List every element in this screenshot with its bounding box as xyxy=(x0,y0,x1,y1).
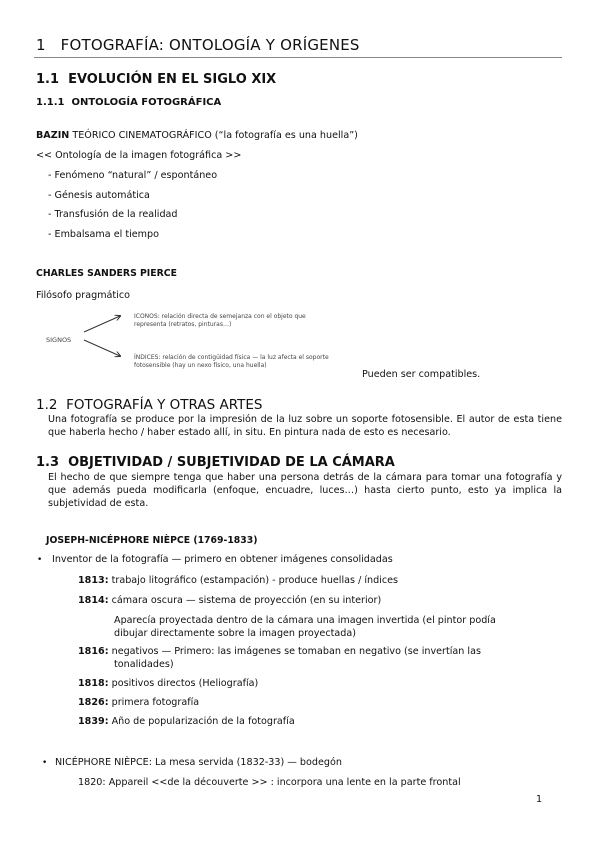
section-number: 1.3 xyxy=(36,455,60,470)
section-title: FOTOGRAFÍA Y OTRAS ARTES xyxy=(66,397,263,413)
timeline-year: 1816: xyxy=(78,646,109,657)
section-1-1-heading xyxy=(36,72,276,87)
timeline-row xyxy=(78,678,258,689)
pierce-name: CHARLES SANDERS PIERCE xyxy=(36,268,177,279)
section-1-1-1-heading xyxy=(36,97,221,108)
timeline-text: positivos directos (Heliografía) xyxy=(111,678,259,689)
chapter-title-text: FOTOGRAFÍA: ONTOLOGÍA Y ORÍGENES xyxy=(60,36,360,54)
appareil-line: 1820: Appareil <<de la découverte >> : incorpora una lente en la parte frontal xyxy=(78,777,461,788)
section-1-2-heading xyxy=(36,397,262,413)
timeline-year: 1813: xyxy=(78,575,109,586)
arrow-to-indices xyxy=(84,340,120,356)
timeline-row xyxy=(78,575,398,586)
ontologia-title: << Ontología de la imagen fotográfica >> xyxy=(36,150,242,161)
diagram-iconos-text: ICONOS: relación directa de semejanza con el objeto que representa (retratos, pinturas…) xyxy=(134,313,306,328)
bazin-description: TEÓRICO CINEMATOGRÁFICO (“la fotografía es una huella”) xyxy=(69,130,358,141)
pierce-role: Filósofo pragmático xyxy=(36,290,130,301)
timeline-year: 1818: xyxy=(78,678,109,689)
timeline-year: 1826: xyxy=(78,697,109,708)
bazin-line xyxy=(36,130,358,141)
compatible-note: Pueden ser compatibles. xyxy=(362,369,481,380)
diagram-arrows xyxy=(80,310,132,362)
timeline-row xyxy=(78,646,481,657)
bullet-icon: • xyxy=(42,758,48,768)
section-title: OBJETIVIDAD / SUBJETIVIDAD DE LA CÁMARA xyxy=(68,455,395,470)
timeline-year: 1839: xyxy=(78,716,109,727)
timeline-row xyxy=(78,697,199,708)
section-number: 1.1.1 xyxy=(36,97,65,108)
timeline-text: negativos — Primero: las imágenes se tomaban en negativo (se invertían las xyxy=(111,646,481,657)
bazin-item: - Génesis automática xyxy=(48,190,150,201)
bazin-item: - Fenómeno “natural” / espontáneo xyxy=(48,170,218,181)
diagram-indices-text: ÍNDICES: relación de contigüidad física — la luz afecta el soporte fotosensible (hay un nexo físico, una huella) xyxy=(134,354,329,369)
diagram-signos-label: SIGNOS xyxy=(46,336,72,344)
timeline-row xyxy=(78,716,295,727)
timeline-text: primera fotografía xyxy=(111,697,200,708)
chapter-number: 1 xyxy=(36,36,46,54)
section-number: 1.2 xyxy=(36,397,58,413)
page-number: 1 xyxy=(536,794,543,805)
chapter-title xyxy=(36,36,360,54)
niepce-bullet-1: Inventor de la fotografía — primero en obtener imágenes consolidadas xyxy=(52,554,393,565)
timeline-text: cámara oscura — sistema de proyección (en su interior) xyxy=(111,595,382,606)
timeline-text: Año de popularización de la fotografía xyxy=(111,716,295,727)
timeline-text: trabajo litográfico (estampación) - produce huellas / índices xyxy=(111,575,399,586)
section-title: ONTOLOGÍA FOTOGRÁFICA xyxy=(71,97,222,108)
bullet-icon: • xyxy=(37,555,43,565)
section-title: EVOLUCIÓN EN EL SIGLO XIX xyxy=(68,72,277,87)
timeline-row xyxy=(78,595,381,606)
section-number: 1.1 xyxy=(36,72,60,87)
timeline-note: Aparecía proyectada dentro de la cámara una imagen invertida (el pintor podía xyxy=(114,615,496,626)
section-1-3-heading xyxy=(36,455,395,470)
timeline-note: dibujar directamente sobre la imagen proyectada) xyxy=(114,628,356,639)
section-1-2-body: Una fotografía se produce por la impresión de la luz sobre un soporte fotosensible. El autor de esta tiene que haberla hecho / haber estado allí, in situ. En pintura nada de esto es necesario. xyxy=(48,414,562,438)
bazin-item: - Embalsama el tiempo xyxy=(48,229,159,240)
bazin-item: - Transfusión de la realidad xyxy=(48,209,178,220)
arrow-to-iconos xyxy=(84,316,120,332)
timeline-year: 1814: xyxy=(78,595,109,606)
niepce-heading: JOSEPH-NICÉPHORE NIÈPCE (1769-1833) xyxy=(46,535,258,546)
bazin-name: BAZIN xyxy=(36,130,70,141)
niepce-bullet-2: NICÉPHORE NIÈPCE: La mesa servida (1832-33) — bodegón xyxy=(55,757,342,768)
timeline-note: tonalidades) xyxy=(114,659,174,670)
chapter-rule xyxy=(34,57,562,58)
section-1-3-body: El hecho de que siempre tenga que haber una persona detrás de la cámara para tomar una fotografía y que además pueda modificarla (enfoque, encuadre, luces…) hasta cierto punto, esto ya implica la subjetividad de esta. xyxy=(48,472,562,509)
